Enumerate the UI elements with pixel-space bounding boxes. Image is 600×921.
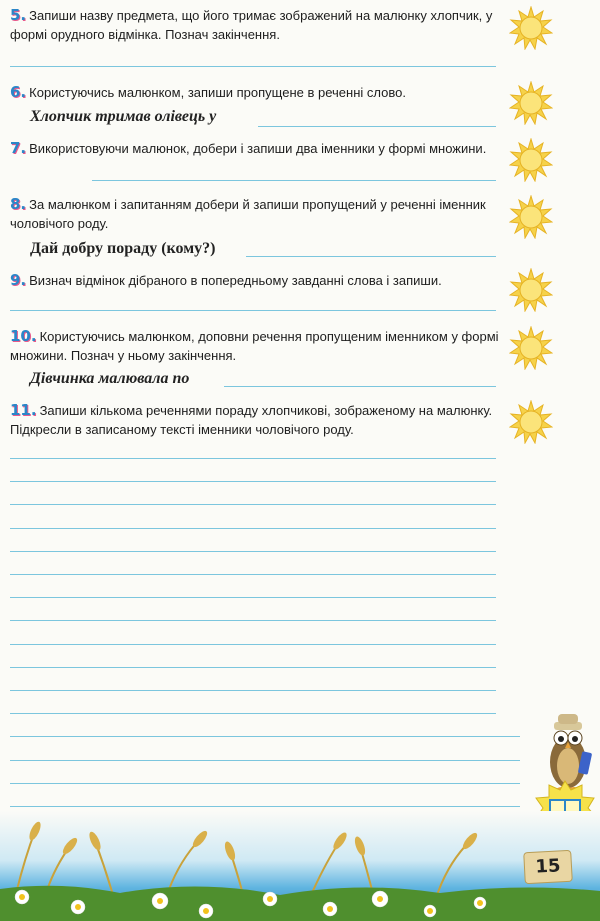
writing-line[interactable] bbox=[10, 690, 496, 691]
writing-line[interactable] bbox=[10, 736, 520, 737]
task-number: 6. bbox=[10, 83, 27, 101]
task-text: За малюнком і запитанням добери й запиши пропущений у реченні іменник чоловічого роду. bbox=[10, 197, 486, 231]
page-number: 15 bbox=[523, 850, 573, 884]
writing-line[interactable] bbox=[10, 760, 520, 761]
sun-icon bbox=[509, 81, 553, 125]
task-text: Запиши кількома реченнями пораду хлопчикові, зображеному на малюнку. Підкресли в записаному тексті іменники чоловічого роду. bbox=[10, 403, 493, 437]
writing-line[interactable] bbox=[10, 528, 496, 529]
answer-line[interactable] bbox=[246, 256, 496, 257]
writing-line[interactable] bbox=[10, 667, 496, 668]
sun-icon bbox=[509, 326, 553, 370]
sun-icon bbox=[509, 138, 553, 182]
task-text: Користуючись малюнком, доповни речення пропущеним іменником у формі множини. Познач у ньому закінчення. bbox=[10, 329, 499, 363]
sun-icon bbox=[509, 268, 553, 312]
answer-line[interactable] bbox=[10, 66, 496, 67]
writing-line[interactable] bbox=[10, 597, 496, 598]
task-11 bbox=[10, 401, 502, 439]
task-text: Користуючись малюнком, запиши пропущене в реченні слово. bbox=[29, 85, 406, 100]
writing-line[interactable] bbox=[10, 713, 496, 714]
writing-line[interactable] bbox=[10, 620, 496, 621]
sun-icon bbox=[509, 195, 553, 239]
sun-icon bbox=[509, 6, 553, 50]
writing-line[interactable] bbox=[10, 551, 496, 552]
sentence-6: Хлопчик тримав олівець у bbox=[30, 108, 217, 125]
task-text: Використовуючи малюнок, добери і запиши два іменники у формі множини. bbox=[29, 141, 487, 156]
answer-line[interactable] bbox=[258, 126, 496, 127]
task-number: 10. bbox=[10, 327, 37, 345]
task-number: 7. bbox=[10, 139, 27, 157]
task-5 bbox=[10, 6, 502, 44]
writing-line[interactable] bbox=[10, 783, 520, 784]
writing-line[interactable] bbox=[10, 574, 496, 575]
task-text: Визнач відмінок дібраного в попередньому завданні слова і запиши. bbox=[29, 273, 442, 288]
task-number: 8. bbox=[10, 195, 27, 213]
task-9 bbox=[10, 271, 502, 290]
answer-line[interactable] bbox=[224, 386, 496, 387]
sentence-10: Дівчинка малювала по bbox=[30, 370, 190, 387]
meadow-illustration bbox=[0, 811, 600, 921]
answer-line[interactable] bbox=[10, 310, 496, 311]
task-number: 5. bbox=[10, 6, 27, 24]
writing-line[interactable] bbox=[10, 806, 520, 807]
task-10 bbox=[10, 327, 502, 365]
task-text: Запиши назву предмета, що його тримає зображений на малюнку хлопчик, у формі орудного відмінка. Познач закінчення. bbox=[10, 8, 493, 42]
sentence-8: Дай добру пораду (кому?) bbox=[30, 240, 216, 257]
sun-icon bbox=[509, 400, 553, 444]
task-number: 11. bbox=[10, 401, 37, 419]
task-6 bbox=[10, 83, 502, 102]
task-8 bbox=[10, 195, 502, 233]
task-7 bbox=[10, 139, 502, 158]
answer-line[interactable] bbox=[92, 180, 496, 181]
task-number: 9. bbox=[10, 271, 27, 289]
writing-line[interactable] bbox=[10, 481, 496, 482]
writing-line[interactable] bbox=[10, 644, 496, 645]
writing-line[interactable] bbox=[10, 458, 496, 459]
writing-line[interactable] bbox=[10, 504, 496, 505]
